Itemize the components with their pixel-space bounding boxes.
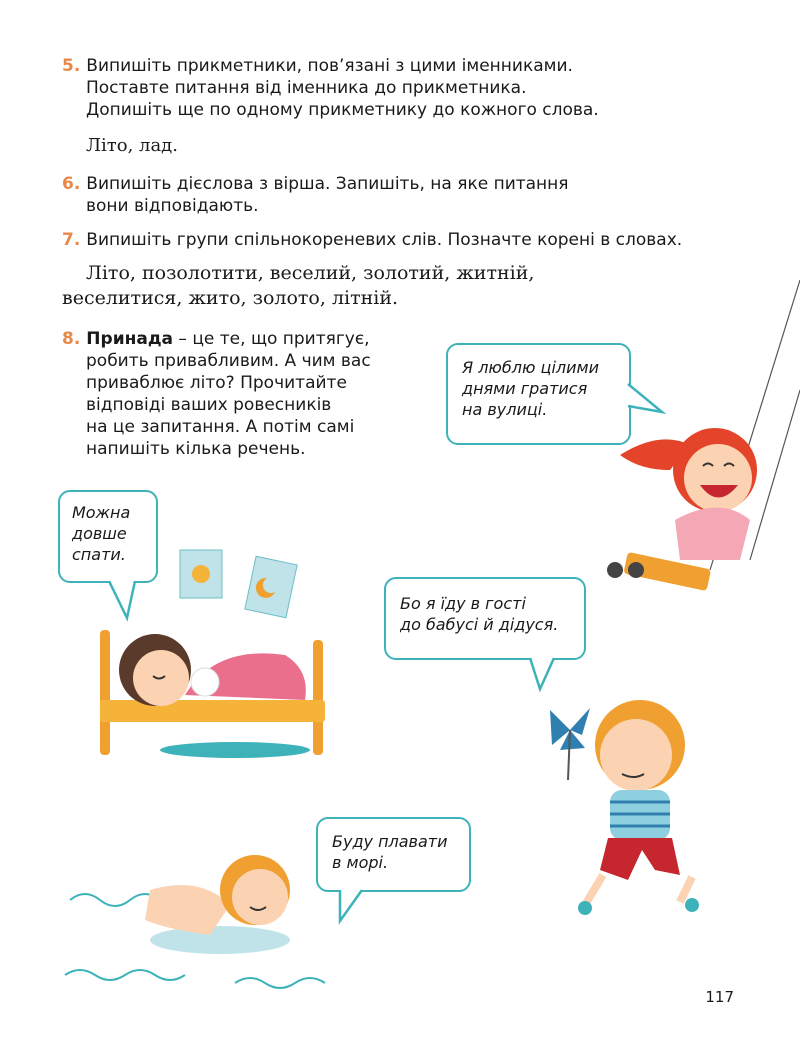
task-text: Поставте питання від іменника до прикметника. (86, 78, 527, 98)
task-text: Випишіть групи спільнокореневих слів. Позначте корені в словах. (86, 230, 683, 250)
task-text: на це запитання. А потім самі (86, 417, 355, 437)
task-text: приваблює літо? Прочитайте (86, 373, 347, 393)
task-text: напишіть кілька речень. (86, 439, 306, 459)
bubble-text: Я люблю цілими (462, 358, 599, 377)
term: Принада (86, 329, 174, 349)
bubble-text: до бабусі й дідуся. (400, 615, 559, 634)
page-number: 117 (705, 988, 734, 1006)
word-list: Літо, лад. (86, 135, 178, 156)
word-list-line: веселитися, жито, золото, літній. (62, 287, 399, 309)
bubble-text: в морі. (332, 853, 389, 872)
task-number: 5. (62, 56, 81, 76)
bubble-text: Бо я їду в гості (400, 594, 526, 613)
task-text: Випишіть прикметники, пов’язані з цими іменниками. (86, 56, 573, 76)
task-number: 8. (62, 329, 81, 349)
task-7 (62, 229, 682, 251)
bubble-tail (526, 655, 566, 695)
task-text: Допишіть ще по одному прикметнику до кожного слова. (86, 100, 599, 120)
bubble-text: довше (72, 524, 127, 543)
task-text: – це те, що притягує, (173, 329, 370, 349)
task-6 (62, 173, 569, 217)
task-text: робить привабливим. А чим вас (86, 351, 371, 371)
speech-bubble-grandparents (384, 577, 586, 660)
bubble-text: на вулиці. (462, 400, 548, 419)
bubble-text: Буду плавати (332, 832, 448, 851)
girl-on-swing-illustration (600, 270, 800, 600)
swimming-boy-illustration (60, 835, 360, 1000)
bubble-text: днями гратися (462, 379, 588, 398)
task-number: 7. (62, 230, 81, 250)
task-number: 6. (62, 174, 81, 194)
task-text: Випишіть дієслова з вірша. Запишіть, на яке питання (86, 174, 569, 194)
task-5 (62, 55, 599, 121)
task-text: відповіді ваших ровесників (86, 395, 332, 415)
bubble-text: Можна (72, 503, 131, 522)
task-text: вони відповідають. (86, 196, 259, 216)
sleeping-child-illustration (95, 600, 335, 765)
word-list-line: Літо, позолотити, веселий, золотий, житній, (86, 262, 535, 284)
boy-with-pinwheel-illustration (530, 690, 710, 920)
bubble-text: спати. (72, 545, 126, 564)
task-8 (62, 328, 371, 460)
speech-bubble-sleep (58, 490, 158, 583)
